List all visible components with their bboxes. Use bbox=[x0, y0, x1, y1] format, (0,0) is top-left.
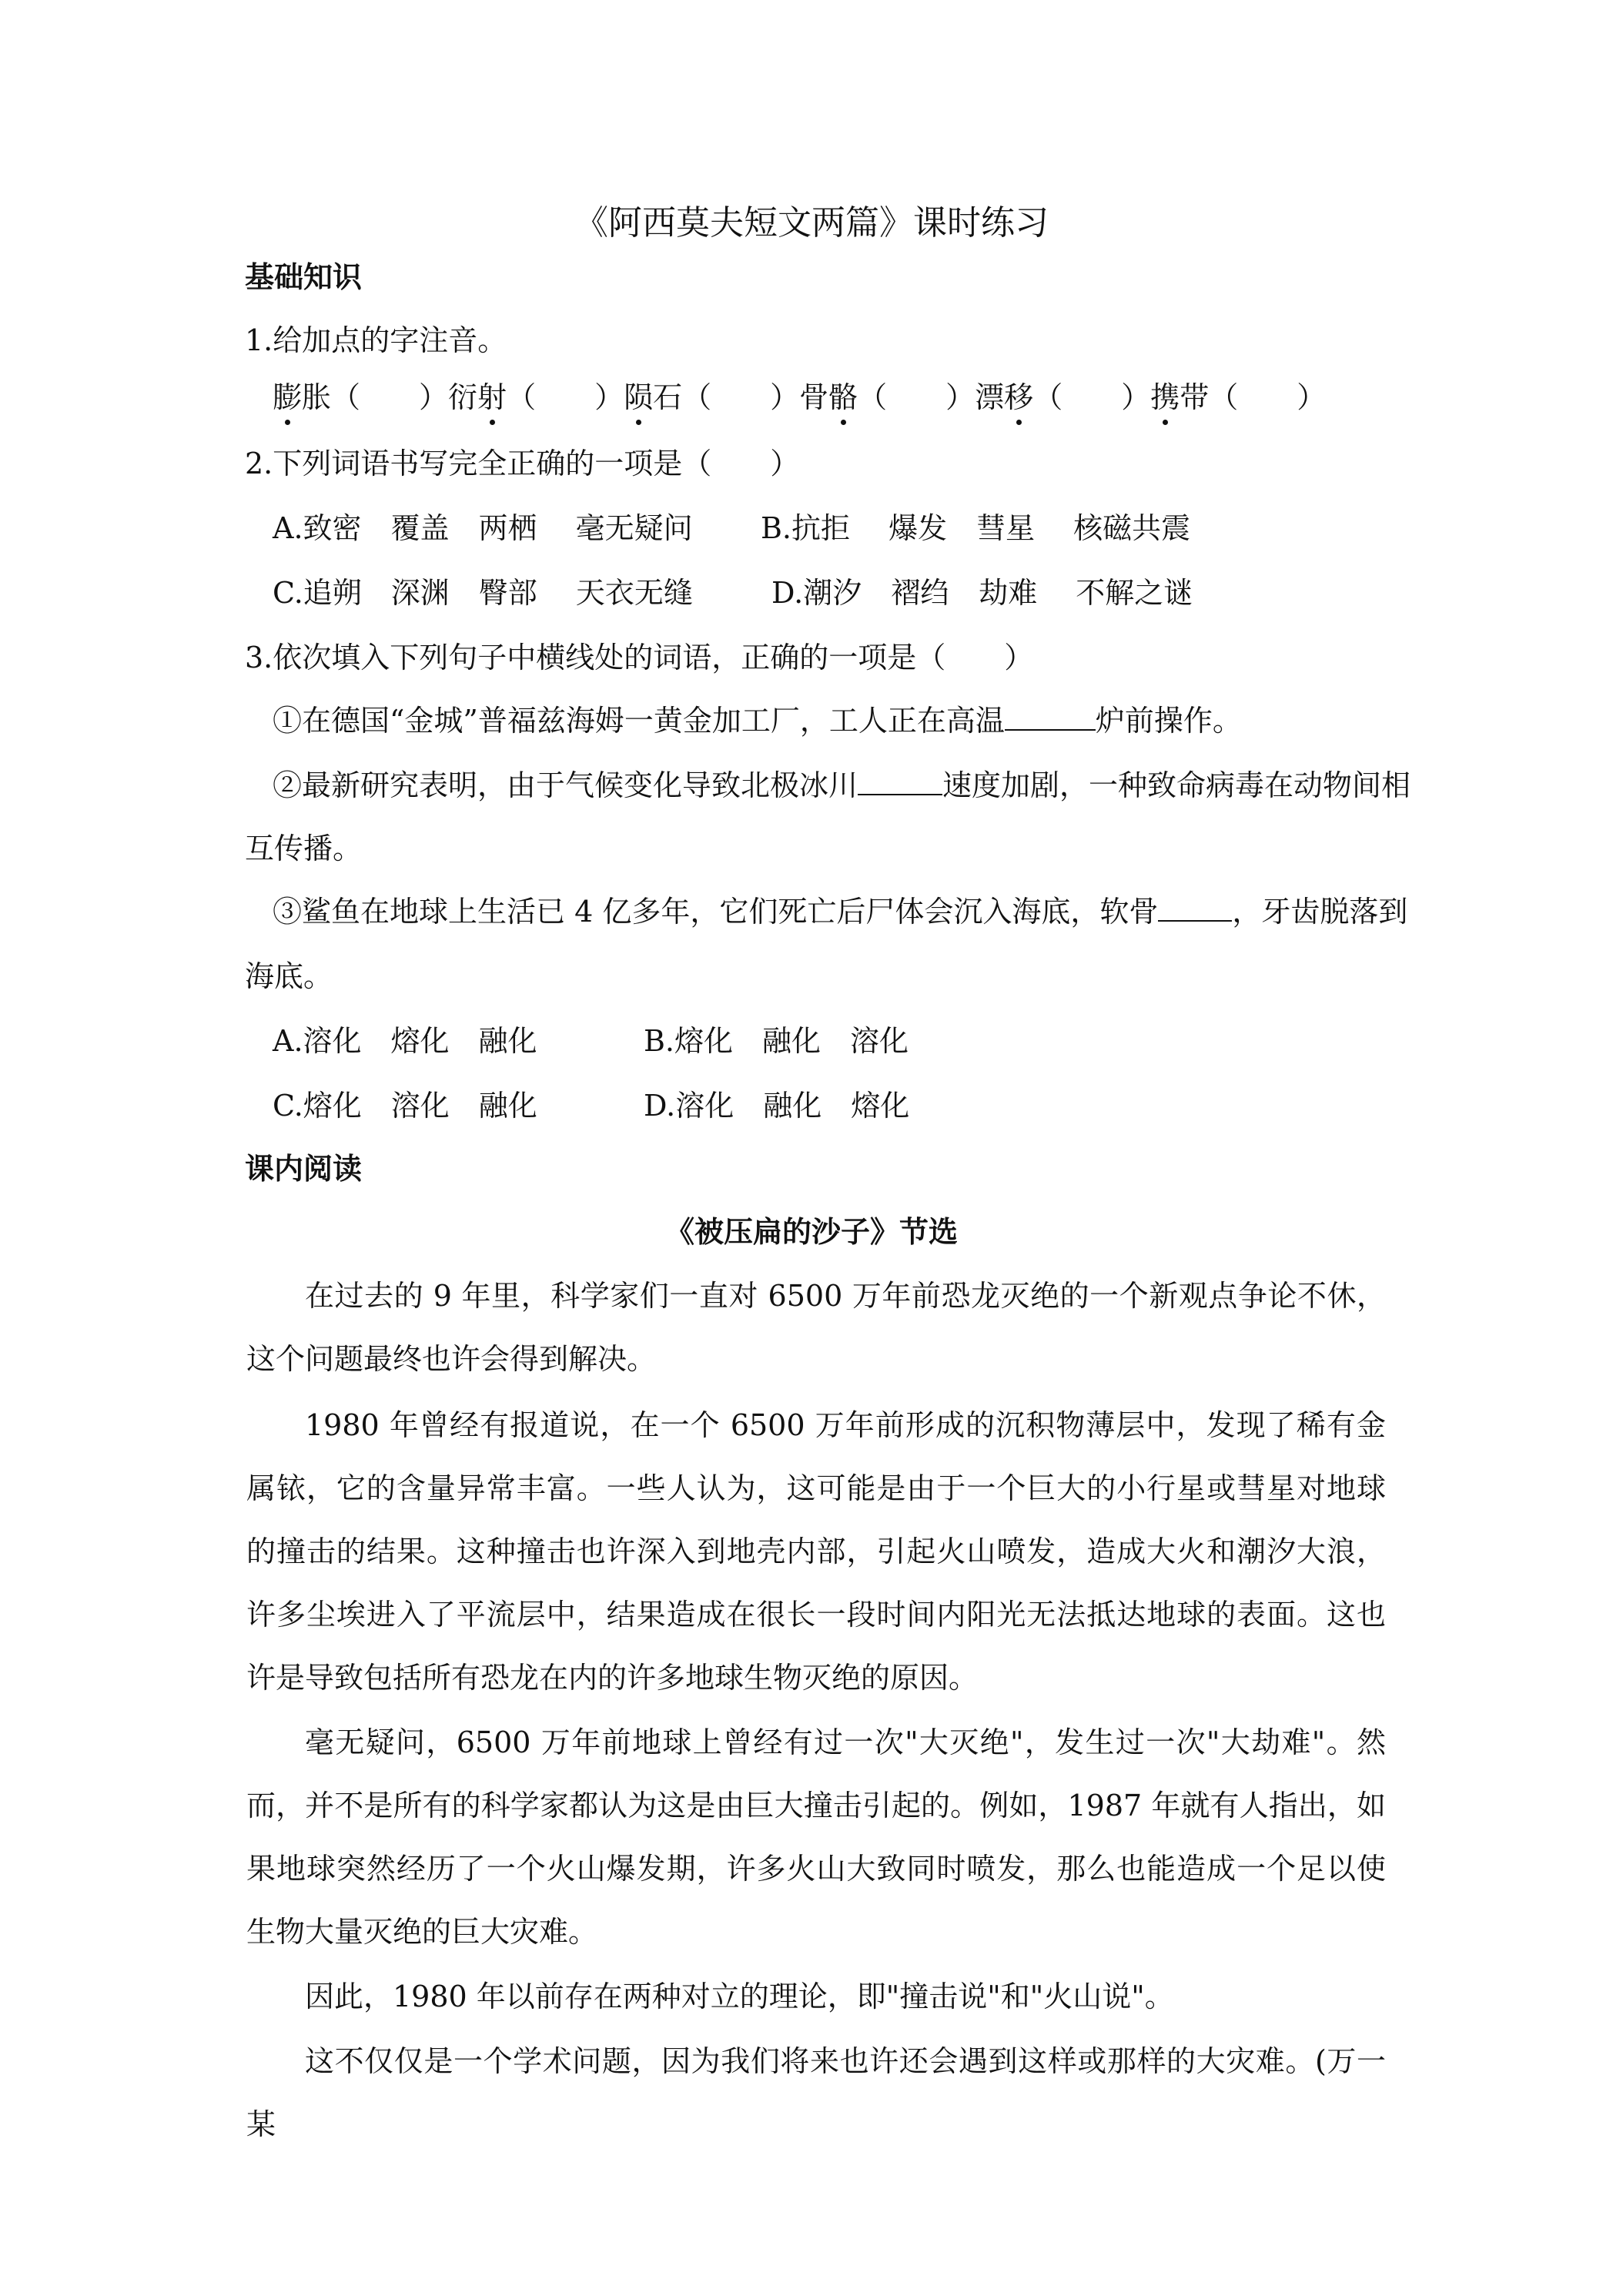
dotted-char: 移 bbox=[1004, 380, 1034, 414]
question-2-option-a: A.致密 覆盖 两栖 毫无疑问 bbox=[273, 511, 693, 545]
question-3-sentence-2: ②最新研究表明，由于气候变化导致北极冰川 速度加剧，一种致命病毒在动物间相 bbox=[273, 768, 1411, 802]
pinyin-item: 陨石（ ） bbox=[624, 380, 800, 414]
question-3-sentence-3: ③鲨鱼在地球上生活已 4 亿多年，它们死亡后尸体会沉入海底，软骨 ，牙齿脱落到 bbox=[273, 895, 1408, 929]
section-heading-basic: 基础知识 bbox=[245, 260, 363, 294]
fill-blank bbox=[1005, 703, 1096, 731]
question-3-prompt: 3.依次填入下列句子中横线处的词语，正确的一项是（ ） bbox=[245, 641, 1034, 674]
question-2-option-b: B.抗拒 爆发 彗星 核磁共震 bbox=[761, 511, 1191, 545]
question-1-items bbox=[273, 379, 1326, 416]
dotted-char: 射 bbox=[477, 380, 507, 414]
page-title: 《阿西莫夫短文两篇》课时练习 bbox=[574, 203, 1049, 243]
pinyin-item: 漂移（ ） bbox=[975, 380, 1151, 414]
dotted-char: 携 bbox=[1150, 380, 1180, 414]
question-3-sentence-2-continued: 互传播。 bbox=[245, 832, 363, 865]
reading-paragraph: 这不仅仅是一个学术问题，因为我们将来也许还会遇到这样或那样的大灾难。(万一某 bbox=[246, 2044, 1386, 2141]
fill-blank bbox=[858, 768, 942, 795]
question-3-option-b: B.熔化 融化 溶化 bbox=[644, 1024, 909, 1058]
pinyin-item: 膨胀（ ） bbox=[273, 380, 449, 414]
pinyin-item: 衍射（ ） bbox=[448, 380, 624, 414]
dotted-char: 骼 bbox=[828, 380, 858, 414]
question-2-prompt: 2.下列词语书写完全正确的一项是（ ） bbox=[245, 447, 800, 480]
reading-paragraph: 因此，1980 年以前存在两种对立的理论，即"撞击说"和"火山说"。 bbox=[305, 1980, 1174, 2013]
question-2-option-c: C.追朔 深渊 臀部 天衣无缝 bbox=[273, 576, 693, 610]
dotted-char: 陨 bbox=[624, 380, 654, 414]
question-3-option-d: D.溶化 融化 熔化 bbox=[644, 1089, 910, 1123]
reading-paragraph: 在过去的 9 年里，科学家们一直对 6500 万年前恐龙灭绝的一个新观点争论不休，这个问题最终也许会得到解决。 bbox=[246, 1279, 1386, 1376]
section-heading-reading: 课内阅读 bbox=[245, 1152, 363, 1186]
question-3-option-a: A.溶化 熔化 融化 bbox=[273, 1024, 537, 1058]
reading-paragraph: 1980 年曾经有报道说，在一个 6500 万年前形成的沉积物薄层中，发现了稀有金属铱，它的含量异常丰富。一些人认为，这可能是由于一个巨大的小行星或彗星对地球的撞击的结果。这种撞击也许深入到地壳内部，引起火山喷发，造成大火和潮汐大浪，许多尘埃进入了平流层中，结果造成在很长一段时间内阳光无法抵达地球的表面。这也许是导致包括所有恐龙在内的许多地球生物灭绝的原因。 bbox=[246, 1408, 1386, 1695]
reading-paragraph: 毫无疑问，6500 万年前地球上曾经有过一次"大灭绝"，发生过一次"大劫难"。然而，并不是所有的科学家都认为这是由巨大撞击引起的。例如，1987 年就有人指出，如果地球突然经历了一个火山爆发期，许多火山大致同时喷发，那么也能造成一个足以使生物大量灭绝的巨大灾难。 bbox=[246, 1725, 1386, 1949]
reading-title: 《被压扁的沙子》节选 bbox=[664, 1215, 958, 1249]
question-3-sentence-1: ①在德国“金城”普福兹海姆一黄金加工厂，工人正在高温 炉前操作。 bbox=[273, 704, 1242, 738]
dotted-char: 膨 bbox=[273, 380, 303, 414]
question-1-prompt: 1.给加点的字注音。 bbox=[245, 323, 507, 357]
question-2-option-d: D.潮汐 褶绉 劫难 不解之谜 bbox=[771, 576, 1193, 610]
pinyin-item: 骨骼（ ） bbox=[799, 380, 975, 414]
question-3-option-c: C.熔化 溶化 融化 bbox=[273, 1089, 537, 1123]
pinyin-item: 携带（ ） bbox=[1150, 380, 1327, 414]
question-3-sentence-3-continued: 海底。 bbox=[245, 959, 333, 993]
fill-blank bbox=[1158, 894, 1232, 922]
